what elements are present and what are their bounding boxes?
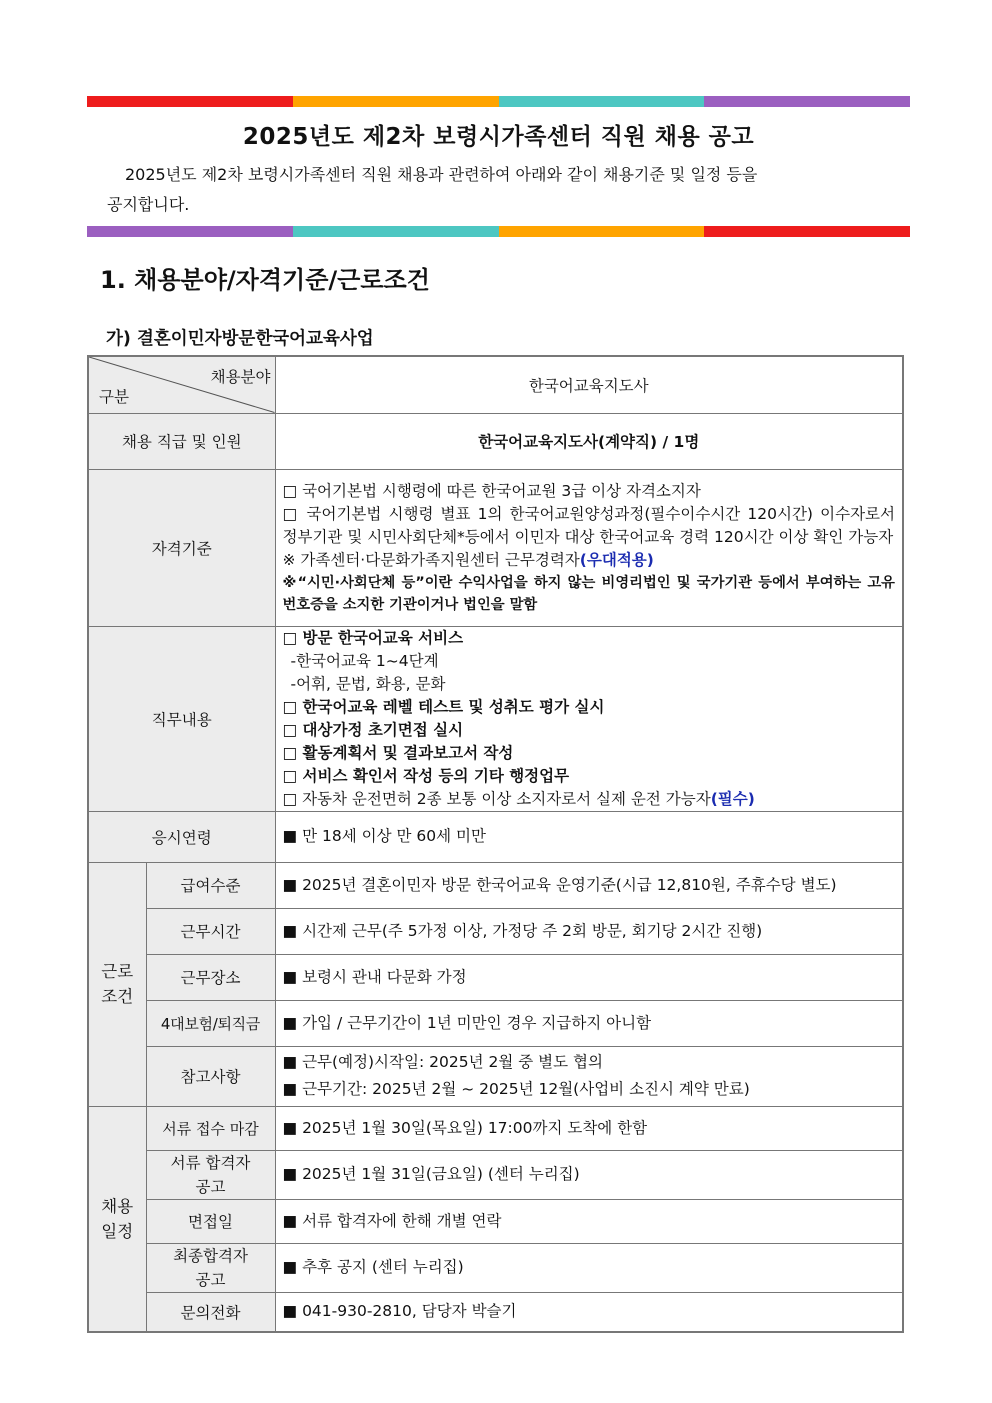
sched-label-interview: 면접일 xyxy=(146,1199,275,1243)
age-value: ■ 만 18세 이상 만 60세 미만 xyxy=(275,811,903,862)
ref-content xyxy=(275,1046,903,1106)
ref-label: 참고사항 xyxy=(146,1046,275,1106)
sched-label-final-l2: 공고 xyxy=(195,1270,226,1289)
bar-seg-2 xyxy=(293,96,499,107)
duty-line-7: □ 서비스 확인서 작성 등의 기타 행정업무 xyxy=(282,766,570,785)
bar-seg-1 xyxy=(87,96,293,107)
bar-seg-5 xyxy=(87,226,293,237)
page-title: 2025년도 제2차 보령시가족센터 직원 채용 공고 xyxy=(242,124,755,150)
intro-line-2: 공지합니다. xyxy=(107,195,190,214)
duty-line-3: -어휘, 문법, 화용, 문화 xyxy=(290,674,446,693)
sched-label-doc-pass-l1: 서류 합격자 xyxy=(170,1153,251,1172)
work-group-label xyxy=(88,862,146,1106)
sched-value-contact: ■ 041-930-2810, 담당자 박슬기 xyxy=(275,1292,903,1332)
qual-line-1: □ 국어기본법 시행령에 따른 한국어교원 3급 이상 자격소지자 xyxy=(282,481,701,500)
sched-label-doc-pass-l2: 공고 xyxy=(195,1177,226,1196)
sched-label-deadline: 서류 접수 마감 xyxy=(146,1106,275,1150)
duty-line-1: □ 방문 한국어교육 서비스 xyxy=(282,628,464,647)
preference-tag: (우대적용) xyxy=(579,550,654,569)
work-label-insurance: 4대보험/퇴직금 xyxy=(146,1000,275,1046)
sched-value-interview: ■ 서류 합격자에 한해 개별 연락 xyxy=(275,1199,903,1243)
rank-value: 한국어교육지도사(계약직) / 1명 xyxy=(275,413,903,469)
bar-seg-4 xyxy=(704,96,910,107)
sched-group-l1: 채용 xyxy=(101,1196,134,1216)
intro-paragraph xyxy=(107,160,892,220)
duty-line-8 xyxy=(283,788,896,811)
sched-label-doc-pass xyxy=(146,1150,275,1199)
work-value-salary: ■ 2025년 결혼이민자 방문 한국어교육 운영기준(시급 12,810원, 주휴수당 별도) xyxy=(275,862,903,908)
sched-label-contact: 문의전화 xyxy=(146,1292,275,1332)
duty-line-6: □ 활동계획서 및 결과보고서 작성 xyxy=(282,743,514,762)
sched-group-l2: 일정 xyxy=(101,1221,134,1241)
duty-line-5: □ 대상가정 초기면접 실시 xyxy=(282,720,464,739)
sched-value-final: ■ 추후 공지 (센터 누리집) xyxy=(275,1243,903,1292)
sched-value-deadline: ■ 2025년 1월 30일(목요일) 17:00까지 도착에 한함 xyxy=(275,1106,903,1150)
bottom-color-bar xyxy=(87,226,910,237)
subsection-title: 가) 결혼이민자방문한국어교육사업 xyxy=(106,329,374,349)
rank-label: 채용 직급 및 인원 xyxy=(88,413,275,469)
work-group-l2: 조건 xyxy=(101,987,134,1006)
duty-line-8a: □ 자동차 운전면허 2종 보통 이상 소지자로서 실제 운전 가능자 xyxy=(282,789,711,808)
bar-seg-6 xyxy=(293,226,499,237)
qual-line-3a: ※ 가족센터·다문화가족지원센터 근무경력자 xyxy=(282,550,580,569)
qual-line-2: □ 국어기본법 시행령 별표 1의 한국어교원양성과정(필수이수시간 120시간) 이수자로서 정부기관 및 시민사회단체*등에서 이민자 대상 한국어교육 경력 120시간 이상 확인 가능자 xyxy=(282,504,895,546)
diagonal-header-cell xyxy=(88,356,275,413)
diag-header-bottom: 구분 xyxy=(99,387,129,406)
intro-line-1: 2025년도 제2차 보령시가족센터 직원 채용과 관련하여 아래와 같이 채용기준 및 일정 등을 xyxy=(125,165,758,184)
sched-label-final xyxy=(146,1243,275,1292)
duty-line-4: □ 한국어교육 레벨 테스트 및 성취도 평가 실시 xyxy=(282,697,605,716)
bar-seg-7 xyxy=(499,226,705,237)
bar-seg-3 xyxy=(499,96,705,107)
bar-seg-8 xyxy=(704,226,910,237)
work-group-l1: 근로 xyxy=(101,962,134,981)
recruitment-table xyxy=(87,355,904,1333)
section-1-title: 1. 채용분야/자격기준/근로조건 xyxy=(100,266,430,294)
qual-content xyxy=(275,469,903,626)
work-label-salary: 급여수준 xyxy=(146,862,275,908)
work-value-hours: ■ 시간제 근무(주 5가정 이상, 가정당 주 2회 방문, 회기당 2시간 진행) xyxy=(275,908,903,954)
diag-header-top: 채용분야 xyxy=(210,368,271,386)
required-tag: (필수) xyxy=(710,789,755,808)
qual-line-3 xyxy=(283,549,896,572)
sched-group-label xyxy=(88,1106,146,1332)
qual-line-4: ※“시민·사회단체 등”이란 수익사업을 하지 않는 비영리법인 및 국가기관 등에서 부여하는 고유번호증을 소지한 기관이거나 법인을 말함 xyxy=(282,574,895,613)
duty-content xyxy=(275,626,903,811)
age-label: 응시연령 xyxy=(88,811,275,862)
ref-line-1: ■ 근무(예정)시작일: 2025년 2월 중 별도 협의 xyxy=(282,1053,603,1071)
duty-line-2: -한국어교육 1~4단계 xyxy=(290,651,439,670)
sched-value-doc-pass: ■ 2025년 1월 31일(금요일) (센터 누리집) xyxy=(275,1150,903,1199)
top-color-bar xyxy=(87,96,910,107)
sched-label-final-l1: 최종합격자 xyxy=(173,1246,248,1265)
ref-line-2: ■ 근무기간: 2025년 2월 ~ 2025년 12월(사업비 소진시 계약 만료) xyxy=(282,1080,750,1098)
work-label-hours: 근무시간 xyxy=(146,908,275,954)
duty-label: 직무내용 xyxy=(88,626,275,811)
work-value-insurance: ■ 가입 / 근무기간이 1년 미만인 경우 지급하지 아니함 xyxy=(275,1000,903,1046)
field-name-cell: 한국어교육지도사 xyxy=(275,356,903,413)
work-label-place: 근무장소 xyxy=(146,954,275,1000)
work-value-place: ■ 보령시 관내 다문화 가정 xyxy=(275,954,903,1000)
qual-label: 자격기준 xyxy=(88,469,275,626)
